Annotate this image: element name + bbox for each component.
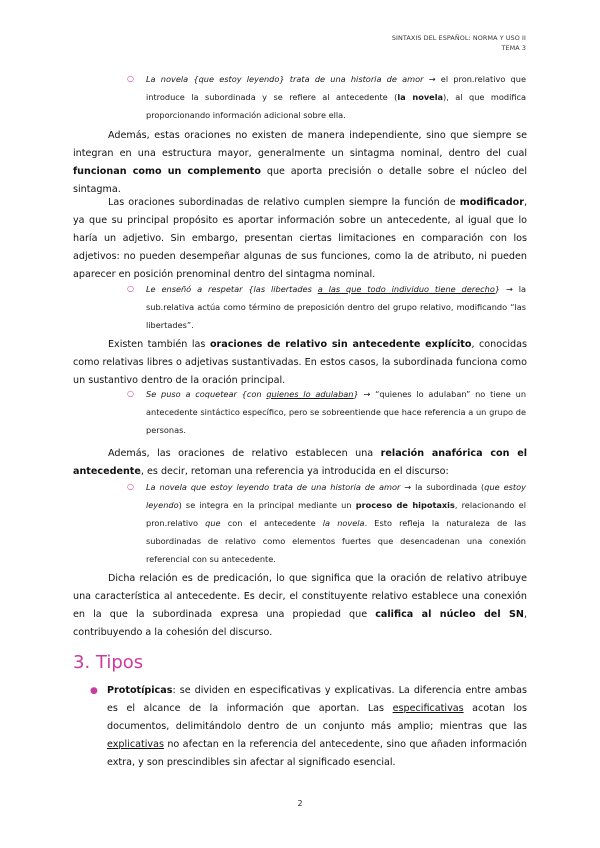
example-4: ○ La novela que estoy leyendo trata de una historia de amor → la subordinada (que estoy leyendo) se integra en la principal mediante un proceso de hipotaxis, relacionando el pron.relativo que con el antecedente la novela. Esto refleja la naturaleza de las subordinadas de relativo como elementos fuertes que desencadenan una conexión referencial con su antecedente. (146, 478, 526, 568)
example-3: ○ Se puso a coquetear {con quienes lo adulaban} → “quienes lo adulaban” no tiene un antecedente sintáctico específico, pero se sobreentiende que hace referencia a un grupo de personas. (146, 385, 526, 439)
paragraph-2: Las oraciones subordinadas de relativo cumplen siempre la función de modificador, ya que su principal propósito es aportar información sobre un antecedente, al igual que lo haría un adjetivo. Sin embargo, presentan ciertas limitaciones en comparación con los adjetivos: no pueden desempeñar algunas de sus funciones, como la de atributo, ni pueden aparecer en posición prenominal dentro del sintagma nominal. (73, 197, 527, 280)
paragraph-5: Dicha relación es de predicación, lo que significa que la oración de relativo atribuye una característica al antecedente. Es decir, el constituyente relativo establece una conexión en la que la subordinada expresa una propiedad que califica al núcleo del SN, contribuyendo a la cohesión del discurso. (73, 573, 528, 638)
running-header (392, 33, 526, 53)
paragraph-1: Además, estas oraciones no existen de manera independiente, sino que siempre se integran en una estructura mayor, generalmente un sintagma nominal, dentro del cual funcionan como un complemento que aporta precisión o detalle sobre el núcleo del sintagma. (73, 130, 527, 195)
example-2: ○ Le enseñó a respetar {las libertades a las que todo individuo tiene derecho} → la sub.relativa actúa como término de preposición dentro del grupo relativo, modificando “las libertades”. (146, 280, 526, 334)
example-1: ○ La novela {que estoy leyendo} trata de una historia de amor → el pron.relativo que introduce la subordinada y se refiere al antecedente (la novela), al que modifica proporcionando información adicional sobre ella. (146, 70, 526, 124)
header-course: SINTAXIS DEL ESPAÑOL: NORMA Y USO II (391, 34, 526, 42)
hollow-bullet-icon: ○ (127, 482, 134, 491)
paragraph-3: Existen también las oraciones de relativo sin antecedente explícito, conocidas como relativas libres o adjetivas sustantivadas. En estos casos, la subordinada funciona como un sustantivo dentro de la oración principal. (73, 339, 527, 386)
list-item-prototipicas: ● Prototípicas: se dividen en especificativas y explicativas. La diferencia entre ambas es el alcance de la información que aportan. Las especificativas acotan los documentos, delimitándolo dentro de un conjunto más amplio; mientras que las explicativas no afectan en la referencia del antecedente, sino que añaden información extra, y son prescindibles sin afectar al significado esencial. (107, 682, 527, 772)
paragraph-4: Además, las oraciones de relativo establecen una relación anafórica con el antecedente, es decir, retoman una referencia ya introducida en el discurso: (73, 448, 527, 477)
hollow-bullet-icon: ○ (127, 284, 134, 293)
section-heading: 3. Tipos (73, 652, 144, 673)
filled-bullet-icon: ● (90, 686, 98, 696)
hollow-bullet-icon: ○ (127, 389, 134, 398)
header-topic: TEMA 3 (501, 44, 526, 52)
page-number: 2 (297, 799, 303, 808)
hollow-bullet-icon: ○ (127, 74, 134, 83)
